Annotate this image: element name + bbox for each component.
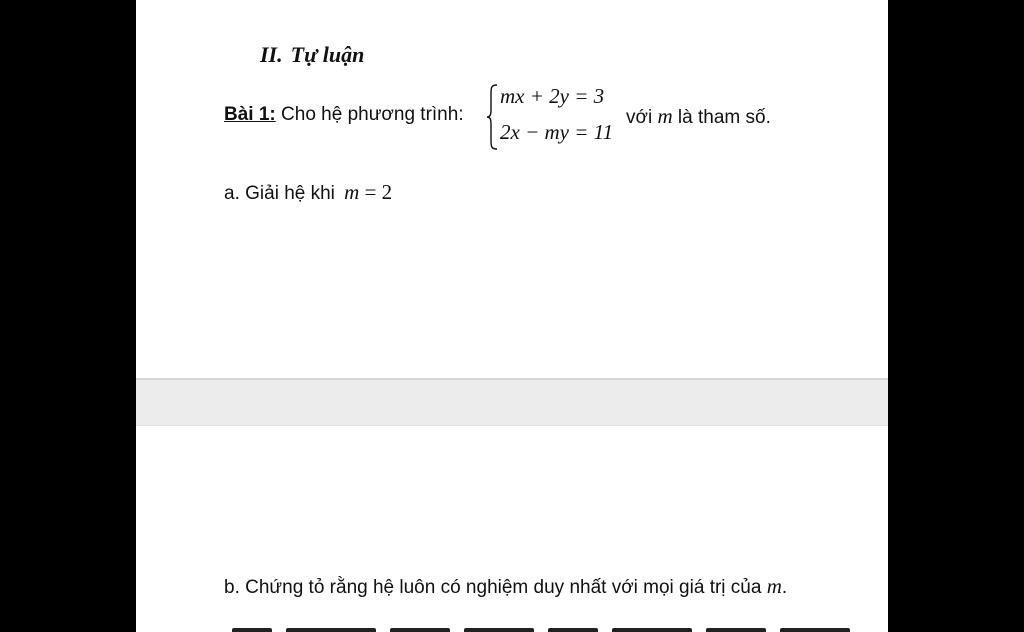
document-page-2 bbox=[136, 426, 888, 632]
section-number: II. bbox=[260, 42, 283, 67]
part-b-text: b. Chứng tỏ rằng hệ luôn có nghiệm duy nhất với mọi giá trị của bbox=[224, 577, 767, 598]
problem-intro: Cho hệ phương trình: bbox=[275, 104, 464, 125]
part-a-text: a. Giải hệ khi bbox=[224, 183, 341, 204]
problem-statement bbox=[224, 104, 464, 126]
viewer-margin bbox=[888, 0, 1024, 632]
equation-system bbox=[486, 82, 626, 152]
parameter-variable: m bbox=[657, 104, 673, 128]
part-b-variable: m bbox=[766, 574, 782, 598]
tail-after: là tham số. bbox=[672, 107, 771, 128]
part-b-end: . bbox=[781, 577, 788, 598]
tail-before: với bbox=[626, 107, 658, 128]
part-a-value: = 2 bbox=[359, 180, 393, 204]
curly-brace-icon bbox=[486, 84, 498, 150]
cropped-text-line bbox=[232, 624, 888, 632]
section-title-text: Tự luận bbox=[290, 42, 365, 67]
part-b-question bbox=[224, 574, 787, 599]
part-a-question bbox=[224, 180, 392, 205]
section-heading bbox=[260, 42, 364, 68]
page-separator bbox=[136, 378, 888, 426]
equation-2: 2x − my = 11 bbox=[500, 120, 614, 144]
problem-parameter-note bbox=[626, 104, 771, 129]
equation-1: mx + 2y = 3 bbox=[500, 84, 605, 108]
part-a-variable: m bbox=[344, 180, 360, 204]
document-page-1 bbox=[136, 0, 888, 378]
problem-label: Bài 1: bbox=[224, 104, 276, 125]
part-a-math bbox=[344, 180, 392, 204]
